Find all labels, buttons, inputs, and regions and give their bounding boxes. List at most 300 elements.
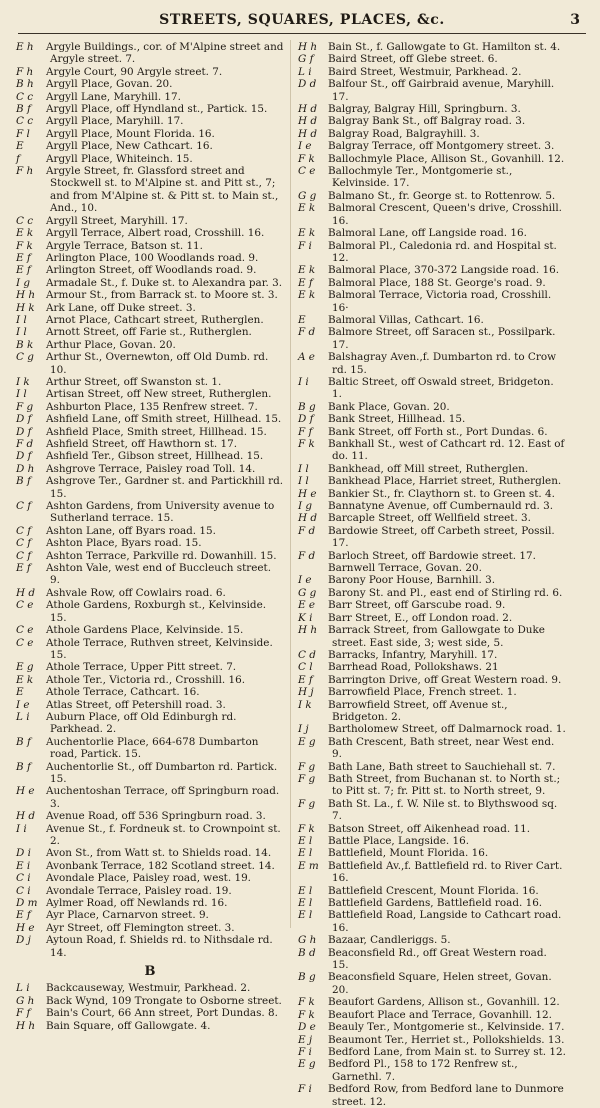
- grid-reference: C e: [16, 624, 34, 637]
- grid-reference: G f: [298, 53, 314, 66]
- grid-reference: I g: [16, 276, 31, 289]
- directory-entry: [298, 488, 566, 500]
- grid-reference: C c: [16, 90, 34, 103]
- directory-entry: [298, 1034, 566, 1046]
- directory-entry: [298, 761, 566, 773]
- directory-entry: [16, 922, 284, 934]
- grid-reference: F d: [298, 524, 316, 537]
- grid-reference: K i: [298, 611, 313, 624]
- entry-text: Baird Street, Westmuir, Parkhead. 2.: [328, 65, 522, 78]
- grid-reference: G h: [298, 934, 317, 947]
- grid-reference: B g: [298, 971, 316, 984]
- directory-entry: [16, 599, 284, 624]
- grid-reference: C f: [16, 537, 32, 550]
- grid-reference: E m: [298, 859, 319, 872]
- directory-entry: [298, 525, 566, 550]
- directory-entry: [298, 686, 566, 698]
- grid-reference: D f: [16, 425, 32, 438]
- directory-entry: [298, 227, 566, 239]
- grid-reference: F h: [16, 165, 34, 178]
- entry-text: Ayr Street, off Flemington street. 3.: [46, 921, 235, 934]
- page-title: STREETS, SQUARES, PLACES, &c.: [159, 12, 445, 28]
- entry-text: Athole Terrace, Upper Pitt street. 7.: [46, 661, 237, 674]
- entry-text: Argyll Lane, Maryhill. 17.: [46, 90, 181, 103]
- entry-text: Auchentorlie Place, 664-678 Dumbarton road, Partick. 15.: [46, 735, 259, 761]
- grid-reference: I l: [298, 462, 309, 475]
- grid-reference: I g: [298, 500, 313, 513]
- directory-entry: [298, 798, 566, 823]
- directory-entry: [16, 326, 284, 338]
- directory-entry: [16, 140, 284, 152]
- grid-reference: E f: [298, 276, 313, 289]
- grid-reference: I e: [16, 698, 30, 711]
- directory-entry: [16, 277, 284, 289]
- directory-entry: [16, 736, 284, 761]
- entry-text: Argyle Court, 90 Argyle street. 7.: [46, 65, 223, 78]
- entry-text: Armour St., from Barrack st. to Moore st. 3.: [46, 289, 278, 302]
- entry-text: Back Wynd, 109 Trongate to Osborne street.: [46, 994, 282, 1007]
- entry-text: Bain St., f. Gallowgate to Gt. Hamilton st. 4.: [328, 41, 561, 53]
- directory-entry: [298, 376, 566, 401]
- entry-text: Barony St. and Pl., east end of Stirling rd. 6.: [328, 586, 563, 599]
- entry-text: Argyll Place, Maryhill. 17.: [46, 115, 184, 128]
- entry-text: Ashgrove Ter., Gardner st. and Partickhill rd. 15.: [46, 475, 284, 500]
- grid-reference: C e: [298, 165, 316, 178]
- grid-reference: G g: [298, 189, 317, 202]
- grid-reference: E f: [298, 673, 313, 686]
- entry-text: Balgray Terrace, off Montgomery street. 3.: [328, 140, 555, 153]
- directory-entry: [16, 41, 284, 66]
- directory-entry: [298, 897, 566, 909]
- entry-text: Bank Street, Hillhead. 15.: [328, 413, 466, 426]
- directory-entry: [16, 128, 284, 140]
- grid-reference: D e: [298, 1021, 316, 1034]
- entry-text: Argyll Place, off Hyndland st., Partick. 15.: [46, 103, 268, 116]
- directory-entry: [16, 376, 284, 388]
- directory-entry: [16, 153, 284, 165]
- entry-text: Battlefield Road, Langside to Cathcart road. 16.: [328, 909, 562, 934]
- directory-entry: [16, 463, 284, 475]
- entry-text: Batson Street, off Aikenhead road. 11.: [328, 822, 531, 835]
- entry-text: Ashvale Row, off Cowlairs road. 6.: [46, 586, 226, 599]
- entry-text: Battlefield Crescent, Mount Florida. 16.: [328, 884, 539, 897]
- directory-entry: [16, 624, 284, 636]
- directory-entry: [298, 326, 566, 351]
- directory-entry: [298, 562, 566, 574]
- grid-reference: I j: [298, 723, 309, 736]
- directory-entry: [16, 314, 284, 326]
- grid-reference: A e: [298, 351, 315, 364]
- grid-reference: C i: [16, 872, 31, 885]
- grid-reference: F g: [298, 772, 316, 785]
- directory-entry: [16, 823, 284, 848]
- grid-reference: E g: [16, 661, 34, 674]
- entry-text: Argyle Terrace, Batson st. 11.: [46, 239, 203, 252]
- grid-reference: H d: [298, 103, 318, 116]
- grid-reference: F k: [298, 438, 315, 450]
- entry-text: Arthur Place, Govan. 20.: [46, 338, 176, 351]
- entry-text: Bazaar, Candleriggs. 5.: [328, 934, 451, 947]
- entry-text: Ashton Vale, west end of Buccleuch street. 9.: [46, 562, 272, 587]
- entry-text: Barony Poor House, Barnhill. 3.: [328, 574, 496, 587]
- left-entry-list-b: [16, 982, 284, 1032]
- directory-entry: [16, 711, 284, 736]
- directory-entry: [16, 500, 284, 525]
- entry-text: Beaconsfield Rd., off Great Western road. 15.: [328, 946, 547, 972]
- grid-reference: C l: [298, 661, 313, 674]
- grid-reference: H k: [16, 301, 35, 314]
- grid-reference: B f: [16, 735, 31, 748]
- grid-reference: E f: [16, 562, 31, 575]
- directory-entry: [16, 388, 284, 400]
- entry-text: Bankhead, off Mill street, Rutherglen.: [328, 462, 529, 475]
- entry-text: Backcauseway, Westmuir, Parkhead. 2.: [46, 982, 251, 995]
- grid-reference: B f: [16, 103, 31, 116]
- entry-text: Battlefield, Mount Florida. 16.: [328, 847, 489, 860]
- entry-text: Balmano St., fr. George st. to Rottenrow. 5.: [328, 189, 556, 202]
- grid-reference: B k: [16, 338, 34, 351]
- directory-entry: [16, 438, 284, 450]
- entry-text: Barloch Street, off Bardowie street. 17.: [328, 549, 536, 562]
- entry-text: Aylmer Road, off Newlands rd. 16.: [46, 897, 228, 910]
- directory-entry: [298, 674, 566, 686]
- directory-entry: [16, 215, 284, 227]
- directory-entry: [16, 289, 284, 301]
- directory-entry: [298, 550, 566, 562]
- grid-reference: F i: [298, 239, 312, 252]
- grid-reference: E g: [298, 735, 316, 748]
- grid-reference: I l: [16, 388, 27, 401]
- directory-entry: [16, 1007, 284, 1019]
- directory-entry: [16, 587, 284, 599]
- directory-entry: [16, 562, 284, 587]
- directory-entry: [16, 401, 284, 413]
- entry-text: Bannatyne Avenue, off Cumbernauld rd. 3.: [328, 500, 554, 513]
- grid-reference: f: [16, 152, 20, 165]
- directory-entry: [298, 78, 566, 103]
- grid-reference: E k: [298, 202, 316, 215]
- directory-entry: [16, 699, 284, 711]
- grid-reference: E f: [16, 909, 31, 922]
- directory-entry: [298, 934, 566, 946]
- entry-text: Athole Gardens Place, Kelvinside. 15.: [46, 624, 244, 637]
- grid-reference: E l: [298, 835, 313, 847]
- grid-reference: F h: [16, 65, 34, 78]
- entry-text: Argyll Street, Maryhill. 17.: [46, 214, 188, 227]
- grid-reference: C c: [16, 115, 34, 128]
- entry-text: Athole Ter., Victoria rd., Crosshill. 16.: [46, 673, 246, 686]
- grid-reference: F f: [298, 425, 313, 438]
- directory-entry: [16, 525, 284, 537]
- entry-text: Ashfield Lane, off Smith street, Hillhead. 15.: [46, 413, 282, 426]
- directory-entry: [16, 103, 284, 115]
- directory-entry: [298, 314, 566, 326]
- grid-reference: I l: [298, 475, 309, 488]
- directory-entry: [298, 438, 566, 463]
- entry-text: Athole Gardens, Roxburgh st., Kelvinside. 15.: [46, 599, 267, 624]
- grid-reference: G g: [298, 586, 317, 599]
- grid-reference: E h: [16, 41, 34, 53]
- directory-entry: [298, 860, 566, 885]
- directory-entry: [298, 971, 566, 996]
- directory-entry: [298, 500, 566, 512]
- grid-reference: E l: [298, 897, 313, 910]
- directory-entry: [16, 475, 284, 500]
- grid-reference: G h: [16, 994, 35, 1007]
- entry-text: Argyll Place, Mount Florida. 16.: [46, 127, 215, 140]
- entry-text: Barrowfield Place, French street. 1.: [328, 686, 517, 699]
- grid-reference: E k: [16, 227, 34, 240]
- directory-entry: [298, 723, 566, 735]
- directory-entry: [298, 947, 566, 972]
- directory-entry: [16, 847, 284, 859]
- grid-reference: I i: [298, 375, 309, 388]
- grid-reference: E e: [298, 599, 316, 612]
- directory-entry: [298, 1083, 566, 1108]
- grid-reference: E f: [16, 264, 31, 277]
- entry-text: Bankhall St., west of Cathcart rd. 12. East of do. 11.: [328, 438, 565, 463]
- directory-entry: [298, 823, 566, 835]
- entry-text: Balmoral Villas, Cathcart. 16.: [328, 313, 484, 326]
- directory-entry: [16, 897, 284, 909]
- grid-reference: H d: [298, 115, 318, 128]
- grid-reference: H e: [298, 487, 317, 500]
- directory-entry: [298, 835, 566, 847]
- grid-reference: E k: [298, 264, 316, 277]
- directory-entry: [16, 450, 284, 462]
- directory-entry: [298, 1058, 566, 1083]
- grid-reference: D i: [16, 847, 31, 860]
- left-entry-list: [16, 41, 284, 959]
- entry-text: Argyll Terrace, Albert road, Crosshill. 16.: [46, 227, 265, 240]
- directory-entry: [298, 574, 566, 586]
- grid-reference: H d: [298, 512, 318, 525]
- grid-reference: F k: [16, 239, 33, 252]
- directory-entry: [298, 240, 566, 265]
- directory-entry: [16, 909, 284, 921]
- directory-entry: [16, 661, 284, 673]
- entry-text: Athole Terrace, Cathcart. 16.: [46, 686, 200, 699]
- directory-entry: [16, 165, 284, 215]
- directory-entry: [16, 91, 284, 103]
- entry-text: Barnwell Terrace, Govan. 20.: [328, 562, 482, 575]
- directory-entry: [298, 413, 566, 425]
- entry-text: Baird Street, off Glebe street. 6.: [328, 53, 498, 66]
- grid-reference: D f: [16, 450, 32, 463]
- directory-entry: [298, 996, 566, 1008]
- directory-entry: [298, 289, 566, 314]
- entry-text: Bedford Row, from Bedford lane to Dunmore street. 12.: [328, 1083, 564, 1108]
- entry-text: Ballochmyle Ter., Montgomerie st., Kelvinside. 17.: [328, 165, 513, 190]
- directory-entry: [16, 66, 284, 78]
- entry-text: Balgray, Balgray Hill, Springburn. 3.: [328, 103, 521, 116]
- directory-entry: [16, 674, 284, 686]
- grid-reference: I l: [16, 313, 27, 326]
- directory-entry: [298, 1021, 566, 1033]
- directory-entry: [298, 463, 566, 475]
- entry-text: Balmoral Terrace, Victoria road, Crosshill. 16·: [328, 289, 552, 314]
- directory-entry: [298, 202, 566, 227]
- grid-reference: H e: [16, 785, 35, 798]
- entry-text: Auchentoshan Terrace, off Springburn road. 3.: [46, 785, 280, 810]
- entry-text: Argyle Street, fr. Glassford street and Stockwell st. to M'Alpine st. and Pitt st., 7; and from M'Alpine st. & Pitt st. to Main st., And., 10.: [46, 165, 279, 215]
- directory-entry: [298, 41, 566, 53]
- entry-text: Barrowfield Street, off Avenue st., Bridgeton. 2.: [328, 698, 508, 723]
- header-rule: [18, 33, 586, 34]
- entry-text: Ashton Place, Byars road. 15.: [46, 537, 202, 550]
- entry-text: Bedford Lane, from Main st. to Surrey st. 12.: [328, 1045, 566, 1058]
- directory-entry: [298, 115, 566, 127]
- right-column: [298, 41, 566, 1108]
- directory-entry: [16, 872, 284, 884]
- grid-reference: E: [298, 313, 306, 326]
- directory-entry: [298, 426, 566, 438]
- entry-text: Avenue Road, off 536 Springburn road. 3.: [46, 810, 266, 823]
- entry-text: Bartholomew Street, off Dalmarnock road. 1.: [328, 723, 566, 736]
- entry-text: Bankier St., fr. Claythorn st. to Green st. 4.: [328, 487, 555, 500]
- entry-text: Balshagray Aven.,f. Dumbarton rd. to Crow rd. 15.: [328, 351, 556, 376]
- grid-reference: H d: [16, 810, 36, 823]
- directory-entry: [298, 885, 566, 897]
- entry-text: Bedford Pl., 158 to 172 Renfrew st., Garnethl. 7.: [328, 1058, 518, 1083]
- directory-entry: [298, 847, 566, 859]
- grid-reference: I e: [298, 574, 312, 587]
- entry-text: Barr Street, E., off London road. 2.: [328, 611, 513, 624]
- grid-reference: E j: [298, 1033, 313, 1046]
- directory-entry: [16, 240, 284, 252]
- entry-text: Argyll Place, Govan. 20.: [46, 78, 173, 91]
- entry-text: Barrington Drive, off Great Western road. 9.: [328, 673, 562, 686]
- entry-text: Bain Square, off Gallowgate. 4.: [46, 1019, 211, 1032]
- entry-text: Ashburton Place, 135 Renfrew street. 7.: [46, 400, 258, 413]
- grid-reference: B h: [16, 78, 34, 91]
- entry-text: Barrack Street, from Gallowgate to Duke street. East side, 3; west side, 5.: [328, 624, 545, 649]
- entry-text: Bain's Court, 66 Ann street, Port Dundas. 8.: [46, 1007, 278, 1020]
- entry-text: Balmoral Place, 370-372 Langside road. 16.: [328, 264, 560, 277]
- grid-reference: F d: [298, 549, 316, 562]
- grid-reference: B f: [16, 475, 31, 488]
- grid-reference: B f: [16, 760, 31, 773]
- page-number: 3: [570, 12, 580, 28]
- entry-text: Bath St. La., f. W. Nile st. to Blythswood sq. 7.: [328, 797, 558, 823]
- directory-entry: [298, 103, 566, 115]
- grid-reference: F d: [16, 438, 34, 450]
- grid-reference: F k: [298, 996, 315, 1009]
- entry-text: Balgray Road, Balgrayhill. 3.: [328, 127, 480, 140]
- grid-reference: C f: [16, 500, 32, 513]
- entry-text: Ashfield Place, Smith street, Hillhead. 15.: [46, 425, 267, 438]
- entry-text: Ballochmyle Place, Allison St., Govanhill. 12.: [328, 152, 565, 165]
- grid-reference: F i: [298, 1045, 312, 1058]
- directory-entry: [16, 1020, 284, 1032]
- grid-reference: C c: [16, 214, 34, 227]
- grid-reference: F g: [298, 797, 316, 810]
- entry-text: Beaumont Ter., Herriet st., Pollokshields. 13.: [328, 1033, 565, 1046]
- directory-entry: [298, 736, 566, 761]
- directory-entry: [298, 1009, 566, 1021]
- directory-entry: [298, 512, 566, 524]
- entry-text: Battlefield Av.,f. Battlefield rd. to River Cart. 16.: [328, 859, 563, 885]
- entry-text: Avonbank Terrace, 182 Scotland street. 14.: [46, 859, 275, 872]
- grid-reference: F i: [298, 1083, 312, 1096]
- grid-reference: H d: [16, 586, 36, 599]
- directory-entry: [298, 128, 566, 140]
- entry-text: Auchentorlie St., off Dumbarton rd. Partick. 15.: [46, 760, 278, 785]
- directory-entry: [16, 537, 284, 549]
- entry-text: Aytoun Road, f. Shields rd. to Nithsdale rd. 14.: [46, 934, 273, 959]
- grid-reference: E k: [298, 289, 316, 302]
- directory-entry: [298, 599, 566, 611]
- directory-entry: [16, 351, 284, 376]
- directory-entry: [16, 982, 284, 994]
- grid-reference: H h: [16, 1019, 36, 1032]
- entry-text: Balgray Bank St., off Balgray road. 3.: [328, 115, 526, 128]
- directory-entry: [16, 78, 284, 90]
- entry-text: Balmore Street, off Saracen st., Possilpark. 17.: [328, 326, 556, 351]
- entry-text: Ashgrove Terrace, Paisley road Toll. 14.: [46, 462, 256, 475]
- grid-reference: H d: [298, 127, 318, 140]
- entry-text: Argyle Buildings., cor. of M'Alpine street and Argyle street. 7.: [46, 41, 284, 66]
- directory-entry: [298, 475, 566, 487]
- grid-reference: L i: [16, 982, 30, 995]
- grid-reference: D f: [16, 413, 32, 426]
- entry-text: Beaufort Gardens, Allison st., Govanhill. 12.: [328, 996, 560, 1009]
- entry-text: Argyll Place, New Cathcart. 16.: [46, 140, 213, 153]
- directory-entry: [298, 190, 566, 202]
- entry-text: Balmoral Pl., Caledonia rd. and Hospital st. 12.: [328, 239, 557, 264]
- grid-reference: E i: [16, 859, 31, 872]
- grid-reference: B g: [298, 400, 316, 413]
- grid-reference: D m: [16, 897, 38, 910]
- grid-reference: H e: [16, 921, 35, 934]
- directory-entry: [16, 810, 284, 822]
- directory-entry: [298, 909, 566, 934]
- directory-entry: [16, 227, 284, 239]
- directory-entry: [16, 761, 284, 786]
- grid-reference: E l: [298, 847, 313, 860]
- entry-text: Ashton Terrace, Parkville rd. Dowanhill. 15.: [46, 549, 277, 562]
- grid-reference: D j: [16, 934, 31, 947]
- grid-reference: C i: [16, 884, 31, 897]
- entry-text: Balmoral Lane, off Langside road. 16.: [328, 227, 527, 240]
- directory-entry: [298, 661, 566, 673]
- directory-entry: [16, 413, 284, 425]
- entry-text: Ashton Gardens, from University avenue to Sutherland terrace. 15.: [46, 500, 275, 525]
- directory-entry: [16, 252, 284, 264]
- entry-text: Avenue St., f. Fordneuk st. to Crownpoint st. 2.: [46, 822, 281, 847]
- grid-reference: C f: [16, 524, 32, 537]
- section-heading-b: B: [144, 964, 156, 980]
- entry-text: Auburn Place, off Old Edinburgh rd. Parkhead. 2.: [46, 710, 237, 736]
- right-entry-list: [298, 41, 566, 1108]
- directory-entry: [16, 860, 284, 872]
- directory-entry: [16, 115, 284, 127]
- directory-entry: [298, 277, 566, 289]
- grid-reference: E: [16, 140, 24, 153]
- entry-text: Avondale Terrace, Paisley road. 19.: [46, 884, 232, 897]
- grid-reference: C d: [298, 648, 316, 661]
- grid-reference: I i: [16, 822, 27, 835]
- directory-entry: [298, 624, 566, 649]
- directory-entry: [298, 66, 566, 78]
- directory-entry: [298, 612, 566, 624]
- entry-text: Balmoral Crescent, Queen's drive, Crosshill. 16.: [328, 202, 562, 227]
- entry-text: Bath Crescent, Bath street, near West end. 9.: [328, 735, 555, 761]
- entry-text: Battle Place, Langside. 16.: [328, 835, 470, 847]
- directory-entry: [16, 785, 284, 810]
- grid-reference: E l: [298, 884, 313, 897]
- directory-entry: [298, 140, 566, 152]
